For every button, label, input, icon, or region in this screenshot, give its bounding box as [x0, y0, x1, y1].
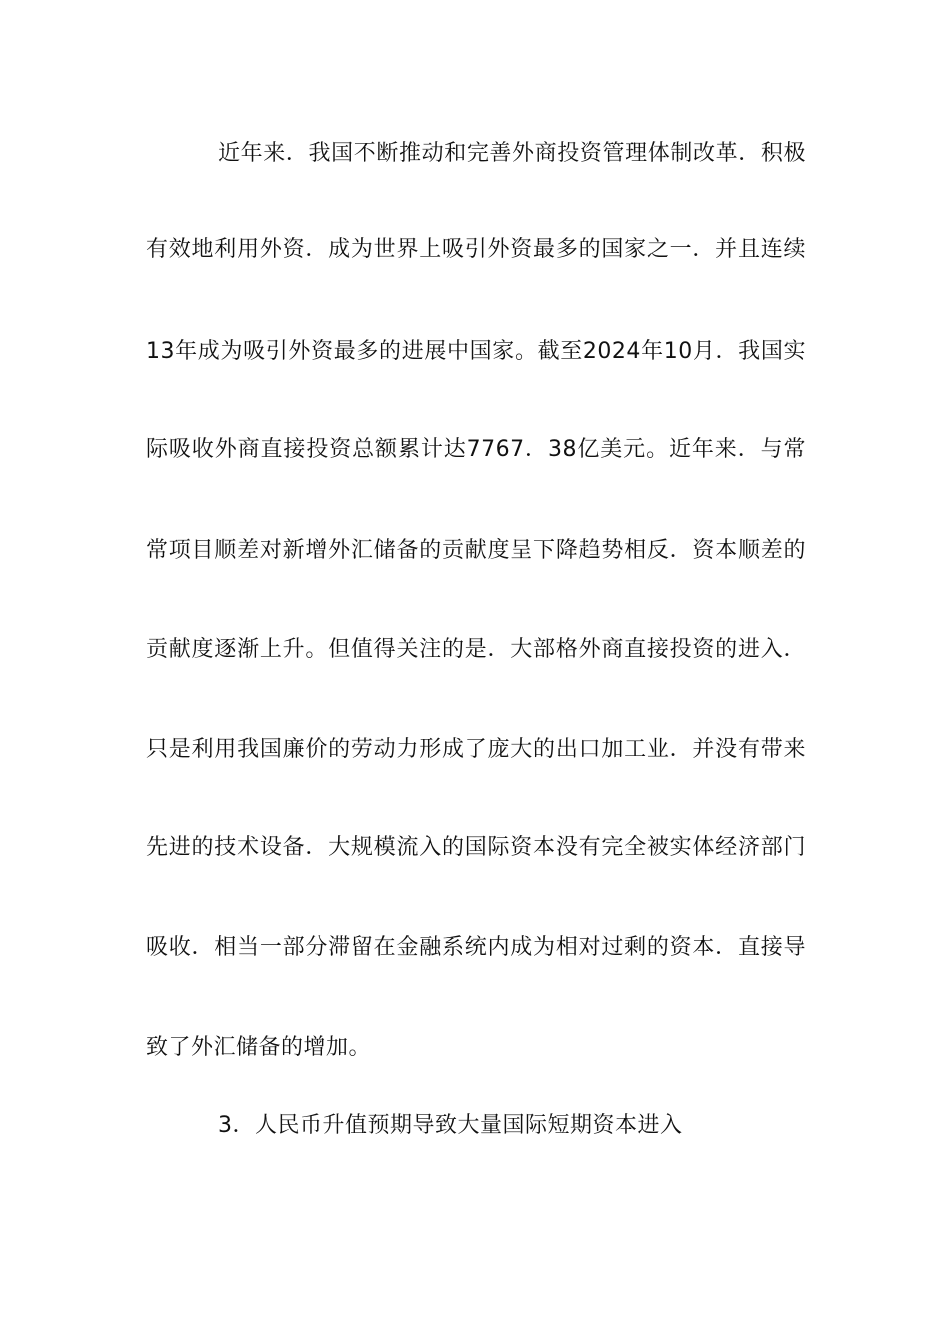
- paragraph-line-8: 先进的技术设备．大规模流入的国际资本没有完全被实体经济部门: [146, 835, 806, 860]
- paragraph-line-10: 致了外汇储备的增加。: [146, 1035, 372, 1060]
- paragraph-line-7: 只是利用我国廉价的劳动力形成了庞大的出口加工业．并没有带来: [146, 737, 806, 762]
- paragraph-line-2: 有效地利用外资．成为世界上吸引外资最多的国家之一．并且连续: [146, 237, 806, 262]
- section-heading: 3．人民币升值预期导致大量国际短期资本进入: [218, 1113, 683, 1138]
- paragraph-line-3: 13年成为吸引外资最多的进展中国家。截至2024年10月．我国实: [146, 339, 806, 364]
- paragraph-line-6: 贡献度逐渐上升。但值得关注的是．大部格外商直接投资的进入．: [146, 637, 806, 662]
- paragraph-line-1: 近年来．我国不断推动和完善外商投资管理体制改革．积极: [218, 141, 806, 166]
- paragraph-line-9: 吸收．相当一部分滞留在金融系统内成为相对过剩的资本．直接导: [146, 935, 806, 960]
- paragraph-line-4: 际吸收外商直接投资总额累计达7767．38亿美元。近年来．与常: [146, 437, 806, 462]
- paragraph-line-5: 常项目顺差对新增外汇储备的贡献度呈下降趋势相反．资本顺差的: [146, 538, 806, 563]
